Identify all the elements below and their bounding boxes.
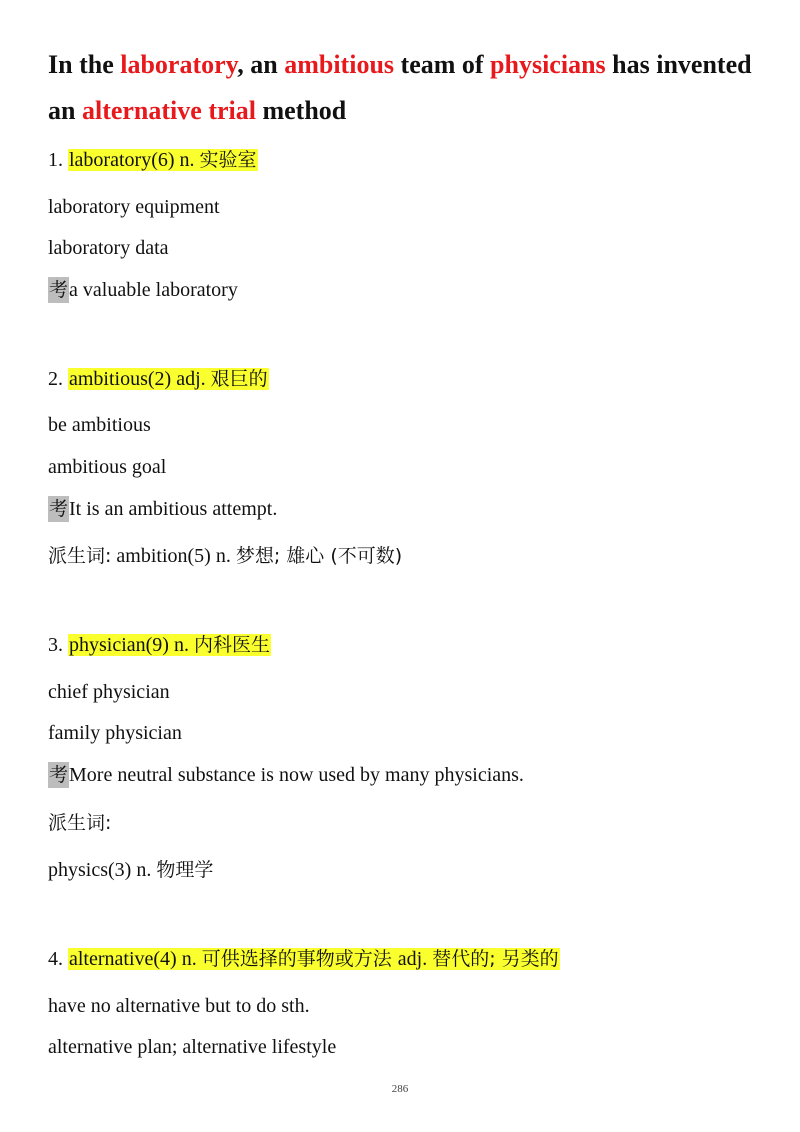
headword-highlight	[68, 948, 560, 970]
collocation: laboratory data	[48, 237, 169, 259]
title-text: team of	[394, 50, 491, 79]
entry-number: 2.	[48, 368, 68, 390]
entry-heading	[48, 632, 271, 658]
title-keyword-alternative-trial: alternative trial	[81, 96, 256, 125]
headword: ambitious(2) adj.	[69, 368, 211, 390]
title-keyword-physicians: physicians	[490, 50, 606, 79]
headword: laboratory(6) n.	[69, 149, 200, 171]
entry-heading	[48, 366, 269, 392]
collocation: family physician	[48, 722, 182, 744]
page-title	[48, 42, 768, 134]
headword: alternative(4) n.	[69, 948, 202, 970]
collocation: laboratory equipment	[48, 196, 220, 218]
derived-meaning: 物理学	[156, 859, 214, 881]
derived-label	[48, 810, 111, 836]
example-sentence: It is an ambitious attempt.	[69, 498, 278, 520]
title-keyword-ambitious: ambitious	[284, 50, 395, 79]
title-keyword-laboratory: laboratory	[120, 50, 238, 79]
title-text: has invented an	[48, 50, 752, 125]
derived-label-text: 派生词:	[48, 812, 112, 834]
collocation: alternative plan; alternative lifestyle	[48, 1036, 337, 1058]
entry-heading	[48, 147, 258, 173]
entry-number: 3.	[48, 634, 68, 656]
collocation: be ambitious	[48, 414, 151, 436]
exam-example	[48, 496, 277, 522]
collocation: chief physician	[48, 681, 170, 703]
exam-example	[48, 762, 524, 788]
exam-mark: 考	[49, 764, 69, 786]
headword-meaning: 艰巨的	[210, 368, 268, 390]
headword-meaning: 可供选择的事物或方法	[201, 948, 398, 970]
headword-pos-2: adj.	[397, 948, 433, 970]
derived-word	[48, 543, 402, 569]
headword-meaning: 实验室	[199, 149, 257, 171]
page-number: 286	[391, 1083, 409, 1095]
headword-meaning-2: 替代的; 另类的	[432, 948, 559, 970]
entry-heading	[48, 946, 560, 972]
exam-example	[48, 277, 238, 303]
title-text: In the	[48, 50, 121, 79]
headword-highlight	[68, 634, 271, 656]
exam-mark: 考	[49, 498, 69, 520]
derived-headword: ambition(5) n.	[111, 545, 236, 567]
headword-highlight	[68, 368, 269, 390]
headword: physician(9) n.	[69, 634, 194, 656]
example-sentence: a valuable laboratory	[69, 279, 238, 301]
headword-highlight	[68, 149, 258, 171]
example-sentence: More neutral substance is now used by many physicians.	[69, 764, 524, 786]
exam-mark: 考	[49, 279, 69, 301]
title-text: method	[255, 96, 347, 125]
derived-word	[48, 857, 213, 883]
entry-number: 4.	[48, 948, 68, 970]
title-text: , an	[237, 50, 285, 79]
derived-meaning: 梦想; 雄心 (不可数)	[235, 545, 403, 567]
derived-headword: physics(3) n.	[48, 859, 157, 881]
headword-meaning: 内科医生	[193, 634, 270, 656]
collocation: ambitious goal	[48, 456, 167, 478]
derived-label: 派生词:	[48, 545, 112, 567]
collocation: have no alternative but to do sth.	[48, 995, 310, 1017]
entry-number: 1.	[48, 149, 68, 171]
